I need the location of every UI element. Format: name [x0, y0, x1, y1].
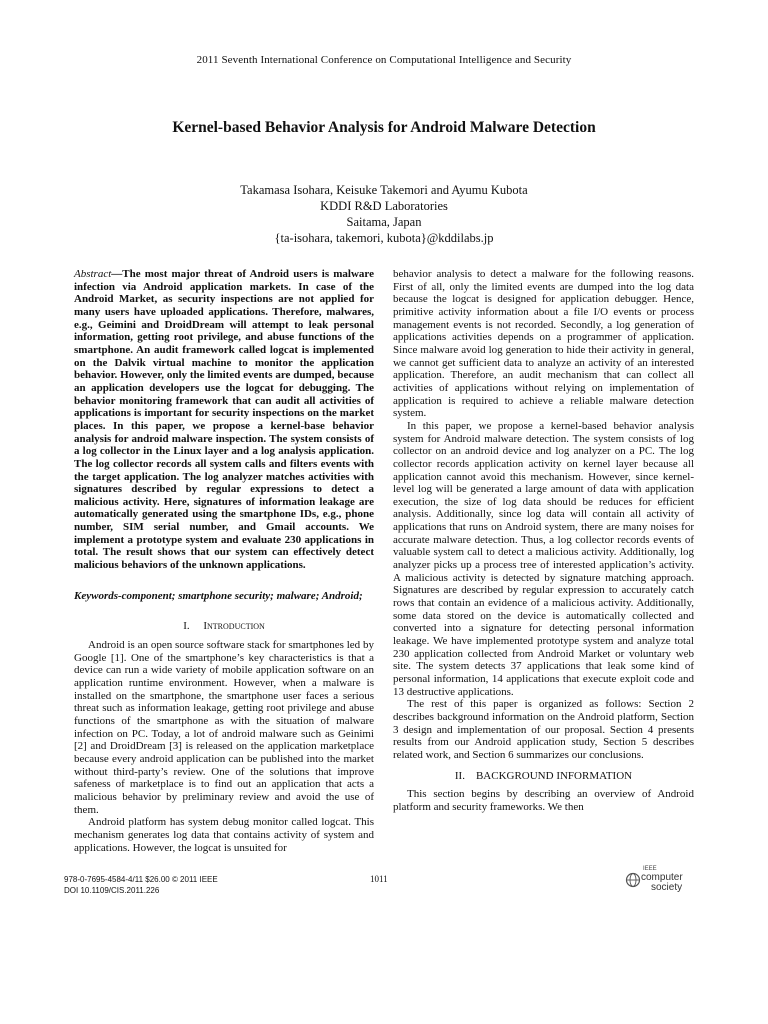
right-column — [393, 268, 694, 814]
computer-society-logo — [625, 866, 705, 896]
section-title: BACKGROUND INFORMATION — [475, 769, 633, 782]
abstract-dash: — — [111, 268, 123, 280]
footer-copyright — [64, 874, 218, 896]
section-heading-background — [393, 770, 694, 783]
author-email: {ta-isohara, takemori, kubota}@kddilabs.jp — [274, 231, 494, 245]
author-affiliation: KDDI R&D Laboratories — [320, 199, 448, 213]
background-paragraph-1: This section begins by describing an overview of Android platform and security frameworks. We then — [393, 788, 694, 813]
footer-isbn: 978-0-7695-4584-4/11 $26.00 © 2011 IEEE — [64, 875, 218, 884]
section-number: I. — [183, 620, 190, 633]
section-title: Introduction — [203, 620, 265, 633]
paper-title: Kernel-based Behavior Analysis for Android Malware Detection — [172, 119, 596, 136]
section-number: II. — [454, 769, 465, 782]
section-heading-introduction — [74, 620, 374, 633]
intro-paragraph-4: In this paper, we propose a kernel-based behavior analysis system for Android malware detection. The system consists of log collector on an android device and log analyzer on a PC. The log collector records application activity on kernel layer because all application cannot avoid this mechanism. However, since kernel-level log will be generated a large amount of data with application execution, the size of log data should be reduces for efficient analysis. Additionally, since log data will contain all activity of applications that runs on Android system, there are many noises for accurate malware detection. Thus, a log collector records events of valuable system call to detect a malicious activity. Additionally, log analyzer picks up a process tree of interested application’s activity. A malicious activity is detected by signature matching approach. Signatures are described by regular expression to accurately catch rows that contain an evidence of a malicious activity. Additionally, some data stored on the device is automatically collected and converted into a signature for detecting personal information leakage. We have implemented prototype system and analyze total 230 application collected from Android Market or voluntary web site. The system detects 37 applications that leak some kind of personal information, 14 applications that execute exploit code and 13 destructive applications. — [393, 419, 694, 698]
keywords: Keywords-component; smartphone security; malware; Android; — [74, 589, 363, 602]
logo-society-text: society — [651, 882, 683, 893]
globe-icon — [625, 872, 641, 888]
author-names: Takamasa Isohara, Keisuke Takemori and Ayumu Kubota — [240, 183, 528, 197]
author-block — [0, 182, 768, 246]
logo-computer-text: computer — [641, 872, 683, 883]
intro-paragraph-1: Android is an open source software stack for smartphones led by Google [1]. One of the smartphone’s key characteristics is that a device can run a wide variety of mobile application software on an application runtime environment. However, when a malware is installed on the smartphone, the smartphone user faces a serious threat such as information leakage, getting root privilege and abuse functions of the smartphone as with the situation of malware infection on PC. Today, a lot of android malware such as Geinimi [2] and DroidDream [3] is released on the application marketplace because every android application can be published into the market without third-party’s review. One of the solutions that improve safeness of marketplace is to find out an application that acts a malicious behavior by preliminary review and avoid the use of them. — [74, 639, 374, 816]
intro-paragraph-3: behavior analysis to detect a malware for the following reasons. First of all, only the limited events are dumped into the log data because the logcat is designed for application debugger. Hence, primitive activity information about a file I/O events or process management events is not recorded. Secondly, a log generation of applications activities depends on a programmer of application. Since malware avoid log generation to hide their activity in general, we cannot get sufficient data to analyze an activity of an interested application. Therefore, an audit mechanism that can collect all activities of applications without relying on implementation of application is required to achieve a reliable malware detection system. — [393, 268, 694, 420]
abstract-label: Abstract — [74, 268, 112, 280]
logo-ieee-text: IEEE — [643, 866, 657, 872]
left-column — [74, 268, 374, 854]
conference-header: 2011 Seventh International Conference on Computational Intelligence and Security — [196, 54, 572, 66]
intro-paragraph-2: Android platform has system debug monitor called logcat. This mechanism generates log data that contains activity of system and applications. However, the logcat is unsuited for — [74, 816, 374, 854]
abstract — [74, 268, 374, 572]
author-location: Saitama, Japan — [346, 215, 422, 229]
intro-paragraph-5: The rest of this paper is organized as follows: Section 2 describes background information on the Android platform, Section 3 design and implementation of our proposal. Section 4 presents results from our Android application study, Section 5 describes related work, and Section 6 summarizes our conclusions. — [393, 698, 694, 761]
page-number: 1011 — [370, 874, 388, 884]
footer-doi: DOI 10.1109/CIS.2011.226 — [64, 886, 160, 895]
abstract-text: The most major threat of Android users is malware infection via Android application markets. In case of the Android Market, as security inspections are not applied for many users have uploaded applications. Therefore, malwares, e.g., Geimini and DroidDream will attempt to leak personal information, getting root privilege, and abuse functions of the smartphone. An audit framework called logcat is implemented on the Dalvik virtual machine to monitor the application behavior. However, only the limited events are dumped, because an application developers use the logcat for debugging. The behavior monitoring framework that can audit all activities of applications is important for security inspections on the market places. In this paper, we propose a kernel-base behavior analysis for android malware inspection. The system consists of a log collector in the Linux layer and a log analysis application. The log collector records all system calls and filters events with the target application. The log analyzer matches activities with signatures described by regular expressions to detect a malicious activity. Here, signatures of information leakage are automatically generated using the smartphone IDs, e.g., phone number, SIM serial number, and Gmail accounts. We implement a prototype system and evaluate 230 applications in total. The result shows that our system can effectively detect malicious behaviors of the unknown applications. — [74, 268, 374, 572]
